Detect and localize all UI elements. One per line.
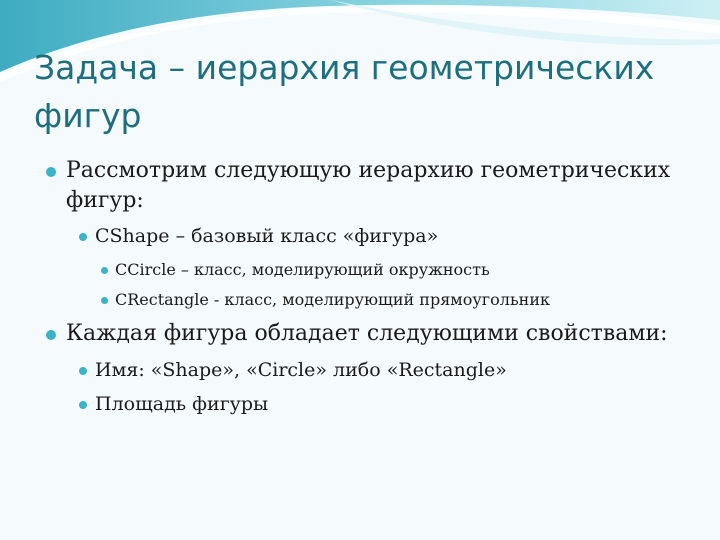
bullet-icon [79, 367, 87, 375]
bullet-item-area [0, 390, 690, 418]
slide-title: Задача – иерархия геометрических фигур [34, 48, 655, 135]
bullet-item-cshape [0, 222, 690, 250]
bullet-item-crectangle [0, 288, 690, 312]
bullet-text: CCircle – класс, моделирующий окружность [115, 260, 490, 279]
bullet-item-name [0, 356, 690, 384]
bullet-icon [46, 167, 56, 177]
bullet-item-hierarchy [0, 156, 690, 216]
bullet-text: CShape – базовый класс «фигура» [95, 225, 439, 247]
bullet-icon [79, 233, 87, 241]
bullet-icon [101, 267, 108, 274]
bullet-text: Имя: «Shape», «Circle» либо «Rectangle» [95, 359, 507, 381]
bullet-text: Площадь фигуры [95, 393, 269, 415]
bullet-icon [46, 330, 56, 340]
bullet-item-properties [0, 319, 690, 349]
bullet-text: Рассмотрим следующую иерархию геометрических фигур: [66, 158, 671, 213]
bullet-icon [101, 297, 108, 304]
bullet-list [0, 156, 720, 418]
bullet-icon [79, 401, 87, 409]
bullet-text: CRectangle - класс, моделирующий прямоугольник [115, 290, 551, 309]
bullet-item-ccircle [0, 258, 690, 282]
bullet-text: Каждая фигура обладает следующими свойствами: [66, 321, 668, 346]
